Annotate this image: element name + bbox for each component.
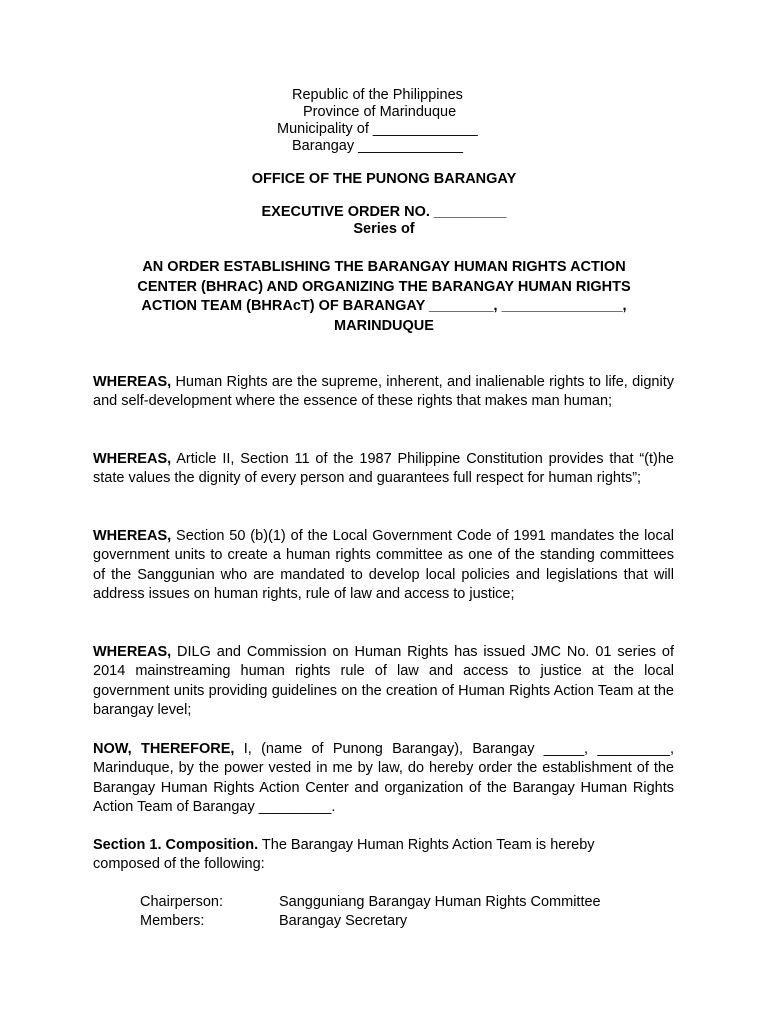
order-title	[110, 258, 658, 336]
header-province: Province of Marinduque	[303, 104, 457, 120]
composition-row	[140, 912, 407, 931]
office-heading: OFFICE OF THE PUNONG BARANGAY	[251, 171, 517, 187]
whereas-text: Section 50 (b)(1) of the Local Government Code of 1991 mandates the local government units to create a human rights committee as one of the standing committees of the Sanggunian who are mandated to develop local policies and legislations that will address issues on human rights, rule of law and access to justice;	[93, 528, 674, 603]
whereas-text: Article II, Section 11 of the 1987 Philippine Constitution provides that “(t)he state values the dignity of every person and guarantees full respect for human rights”;	[93, 451, 674, 487]
whereas-lead: WHEREAS,	[93, 451, 172, 467]
whereas-lead: WHEREAS,	[93, 374, 172, 390]
whereas-text: Human Rights are the supreme, inherent, and inalienable rights to life, dignity and self-development where the essence of these rights that makes man human;	[93, 374, 674, 410]
now-therefore-text: I, (name of Punong Barangay), Barangay _____, _________, Marinduque, by the power vested in me by law, do hereby order the establishment of the Barangay Human Rights Action Center and organization of the Barangay Human Rights Action Team of Barangay _________.	[93, 741, 674, 816]
order-title-line: CENTER (BHRAC) AND ORGANIZING THE BARANGAY HUMAN RIGHTS	[137, 278, 631, 295]
order-title-line: ACTION TEAM (BHRAcT) OF BARANGAY ________, _______________,	[141, 298, 627, 314]
header-republic: Republic of the Philippines	[292, 87, 463, 103]
order-title-line: AN ORDER ESTABLISHING THE BARANGAY HUMAN RIGHTS ACTION	[142, 259, 626, 275]
composition-row	[140, 893, 601, 912]
whereas-text: DILG and Commission on Human Rights has issued JMC No. 01 series of 2014 mainstreaming human rights rule of law and access to justice at the local government units providing guidelines on the creation of Human Rights Action Team at the barangay level;	[93, 644, 674, 719]
executive-order-series: Series of	[353, 221, 415, 237]
order-title-line: MARINDUQUE	[334, 317, 434, 334]
executive-order-number: EXECUTIVE ORDER NO. _________	[261, 204, 507, 220]
now-therefore-paragraph	[93, 740, 674, 818]
whereas-lead: WHEREAS,	[93, 644, 172, 660]
section-1-heading: Section 1. Composition.	[93, 837, 259, 853]
composition-member: Barangay Secretary	[279, 913, 408, 929]
composition-member: Sangguniang Barangay Human Rights Committee	[279, 894, 601, 910]
whereas-paragraph-2	[93, 450, 674, 489]
whereas-paragraph-4	[93, 643, 674, 721]
section-1-paragraph	[93, 836, 653, 875]
whereas-paragraph-1	[93, 373, 674, 412]
header-barangay: Barangay _____________	[292, 138, 463, 154]
composition-role: Members:	[140, 913, 205, 929]
header-municipality: Municipality of _____________	[277, 121, 478, 137]
section-1-text: The Barangay Human Rights Action Team is hereby composed of the following:	[93, 837, 595, 873]
whereas-paragraph-3	[93, 527, 674, 605]
now-therefore-lead: NOW, THEREFORE,	[93, 741, 235, 757]
whereas-lead: WHEREAS,	[93, 528, 172, 544]
composition-role: Chairperson:	[140, 894, 224, 910]
